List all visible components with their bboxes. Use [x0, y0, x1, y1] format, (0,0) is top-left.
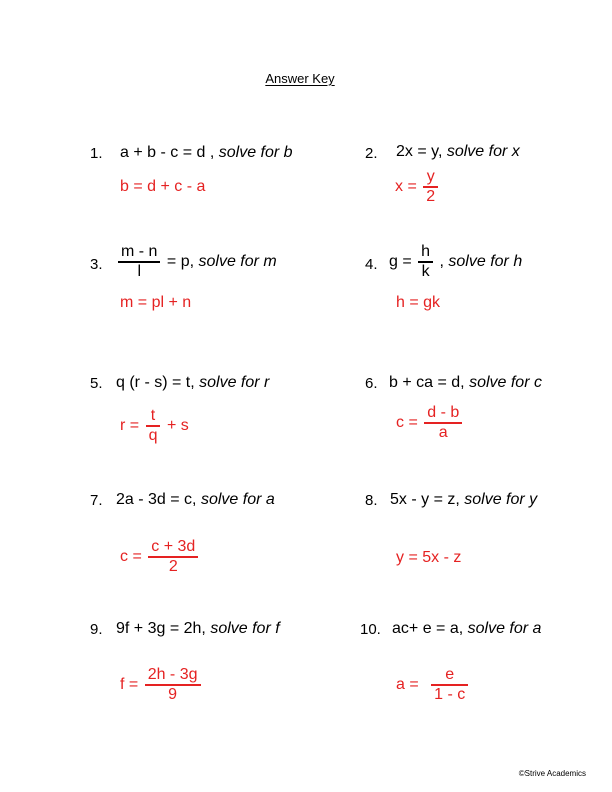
- equation-fraction: [118, 243, 160, 281]
- equation-text: b + ca = d,: [389, 374, 465, 391]
- answer-5: [120, 407, 189, 445]
- fraction-numerator: 2h - 3g: [147, 666, 198, 683]
- copyright-footer: ©Strive Academics: [518, 769, 586, 778]
- problem-equation: [396, 143, 520, 161]
- problem-number: 5.: [90, 375, 103, 392]
- fraction-numerator: c + 3d: [151, 538, 196, 555]
- equation-text: 9f + 3g = 2h,: [116, 620, 206, 637]
- problem-number: 8.: [365, 492, 378, 509]
- equation-text: ,: [439, 253, 444, 271]
- fraction-denominator: 2: [168, 558, 178, 575]
- problem-equation: [392, 620, 541, 638]
- equation-text: = p,: [166, 253, 195, 271]
- equation-text: g =: [389, 253, 412, 271]
- problem-number: 4.: [365, 256, 378, 273]
- answer-fraction: [148, 538, 198, 576]
- answer-lhs: c =: [120, 548, 142, 566]
- solve-for-text: solve for a: [200, 491, 275, 508]
- solve-for-text: solve for m: [198, 253, 277, 271]
- answer-2: [395, 168, 440, 206]
- fraction-denominator: 9: [168, 686, 178, 703]
- fraction-numerator: m - n: [121, 243, 158, 260]
- fraction-denominator: a: [438, 424, 448, 441]
- answer-fraction: [424, 404, 462, 442]
- problem-equation: [116, 620, 280, 638]
- equation-text: 5x - y = z,: [390, 491, 460, 508]
- answer-lhs: r =: [120, 417, 140, 435]
- answer-3: m = pl + n: [120, 294, 192, 311]
- problem-equation: [389, 243, 522, 281]
- answer-lhs: a =: [396, 676, 419, 694]
- answer-rhs: + s: [166, 417, 189, 435]
- answer-8: y = 5x - z: [396, 549, 462, 566]
- answer-1: b = d + c - a: [120, 178, 206, 195]
- solve-for-text: solve for y: [464, 491, 538, 508]
- problem-equation: [389, 374, 542, 392]
- answer-7: [120, 538, 200, 576]
- problem-number: 1.: [90, 145, 103, 162]
- problem-number: 2.: [365, 145, 378, 162]
- problem-equation: [116, 243, 277, 281]
- problem-number: 9.: [90, 621, 103, 638]
- solve-for-text: solve for x: [446, 143, 520, 160]
- problem-equation: [116, 491, 275, 509]
- fraction-denominator: 1 - c: [434, 686, 466, 703]
- equation-text: 2x = y,: [396, 143, 443, 160]
- problem-number: 6.: [365, 375, 378, 392]
- solve-for-text: solve for b: [218, 144, 293, 161]
- solve-for-text: solve for a: [467, 620, 542, 637]
- fraction-numerator: t: [150, 407, 156, 424]
- fraction-denominator: q: [148, 427, 158, 444]
- equation-fraction: [418, 243, 433, 281]
- problem-equation: [120, 144, 293, 162]
- fraction-numerator: e: [445, 666, 455, 683]
- solve-for-text: solve for c: [469, 374, 542, 391]
- equation-text: 2a - 3d = c,: [116, 491, 197, 508]
- answer-6: [396, 404, 464, 442]
- answer-4: h = gk: [396, 294, 441, 311]
- answer-fraction: [423, 168, 438, 206]
- answer-9: [120, 666, 203, 704]
- answer-10: [396, 666, 470, 704]
- fraction-numerator: d - b: [427, 404, 460, 421]
- fraction-numerator: y: [426, 168, 435, 185]
- answer-lhs: x =: [395, 178, 417, 196]
- fraction-numerator: h: [421, 243, 431, 260]
- problem-equation: [116, 374, 269, 392]
- equation-text: ac+ e = a,: [392, 620, 464, 637]
- answer-fraction: [431, 666, 468, 704]
- equation-text: q (r - s) = t,: [116, 374, 195, 391]
- answer-fraction: [145, 666, 201, 704]
- fraction-denominator: 2: [426, 188, 436, 205]
- fraction-denominator: l: [137, 263, 141, 280]
- problem-number: 7.: [90, 492, 103, 509]
- answer-lhs: c =: [396, 414, 418, 432]
- fraction-denominator: k: [421, 263, 430, 280]
- problem-number: 3.: [90, 256, 103, 273]
- equation-text: a + b - c = d ,: [120, 144, 215, 161]
- problem-equation: [390, 491, 537, 509]
- solve-for-text: solve for h: [448, 253, 523, 271]
- answer-fraction: [146, 407, 161, 445]
- answer-lhs: f =: [120, 676, 139, 694]
- problem-number: 10.: [360, 621, 381, 638]
- solve-for-text: solve for r: [199, 374, 270, 391]
- page-title: Answer Key: [265, 71, 335, 86]
- solve-for-text: solve for f: [210, 620, 280, 637]
